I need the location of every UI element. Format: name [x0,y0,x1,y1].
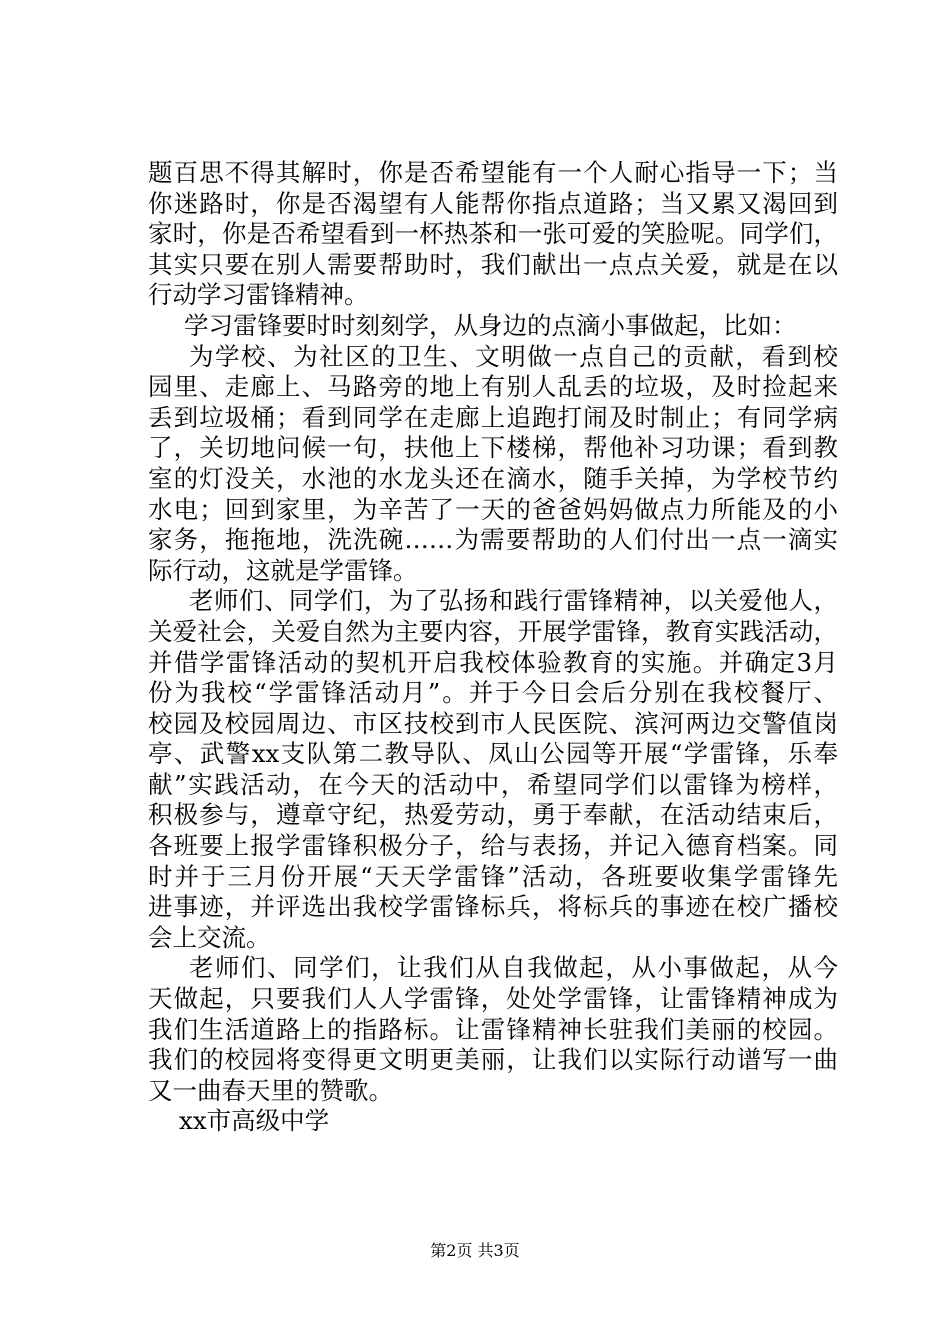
text-line: 老师们、同学们，为了弘扬和践行雷锋精神，以关爱他人， [189,586,838,616]
text-line: 老师们、同学们，让我们从自我做起，从小事做起，从今 [189,953,838,983]
text-line: 时并于三月份开展“天天学雷锋”活动，各班要收集学雷锋先 [148,861,838,891]
text-line: 校园及校园周边、市区技校到市人民医院、滨河两边交警值岗 [148,708,838,738]
paragraph [148,311,838,342]
paragraph [148,586,838,953]
text-line: 会上交流。 [148,922,271,952]
text-line: 为学校、为社区的卫生、文明做一点自己的贡献，看到校 [189,341,838,371]
text-line: 际行动，这就是学雷锋。 [148,555,418,585]
text-line: 其实只要在别人需要帮助时，我们献出一点点关爱，就是在以 [148,249,838,279]
page-number-footer: 第2页 共3页 [430,1241,520,1260]
text-line: 进事迹，并评选出我校学雷锋标兵，将标兵的事迹在校广播校 [148,892,838,922]
text-line: 亭、武警xx支队第二教导队、凤山公园等开展“学雷锋，乐奉 [148,739,838,769]
text-line: 关爱社会，关爱自然为主要内容，开展学雷锋，教育实践活动， [148,616,838,646]
text-line: 又一曲春天里的赞歌。 [148,1075,393,1105]
text-line: 丢到垃圾桶；看到同学在走廊上追跑打闹及时制止；有同学病 [148,402,838,432]
text-line: 我们生活道路上的指路标。让雷锋精神长驻我们美丽的校园。 [148,1014,838,1044]
text-line: 我们的校园将变得更文明更美丽，让我们以实际行动谱写一曲 [148,1045,838,1075]
paragraph [148,953,838,1106]
text-line: 献”实践活动，在今天的活动中，希望同学们以雷锋为榜样， [148,769,838,799]
text-line: 学习雷锋要时时刻刻学，从身边的点滴小事做起，比如： [184,310,797,340]
paragraph [148,342,838,587]
signature-block [148,1106,838,1137]
text-line: 你迷路时，你是否渴望有人能帮你指点道路；当又累又渴回到 [148,188,838,218]
text-line: 题百思不得其解时，你是否希望能有一个人耐心指导一下；当 [148,158,838,187]
text-line: 各班要上报学雷锋积极分子，给与表扬，并记入德育档案。同 [148,831,838,861]
text-line: 行动学习雷锋精神。 [148,280,369,310]
text-line: 水电；回到家里，为辛苦了一天的爸爸妈妈做点力所能及的小 [148,494,838,524]
text-line: 了，关切地问候一句，扶他上下楼梯，帮他补习功课；看到教 [148,433,838,463]
paragraph [148,158,838,311]
text-line: 天做起，只要我们人人学雷锋，处处学雷锋，让雷锋精神成为 [148,984,838,1014]
text-line: 并借学雷锋活动的契机开启我校体验教育的实施。并确定3月 [148,647,838,677]
text-line: 家务，拖拖地，洗洗碗……为需要帮助的人们付出一点一滴实 [148,525,838,555]
text-line: 积极参与，遵章守纪，热爱劳动，勇于奉献，在活动结束后， [148,800,838,830]
document-body [148,158,838,1137]
text-line: 室的灯没关，水池的水龙头还在滴水，随手关掉，为学校节约 [148,463,838,493]
text-line: 园里、走廊上、马路旁的地上有别人乱丢的垃圾，及时捡起来 [148,372,838,402]
school-name: xx市高级中学 [179,1106,330,1136]
text-line: 家时，你是否希望看到一杯热茶和一张可爱的笑脸呢。同学们， [148,219,838,249]
text-line: 份为我校“学雷锋活动月”。并于今日会后分别在我校餐厅、 [148,678,838,708]
